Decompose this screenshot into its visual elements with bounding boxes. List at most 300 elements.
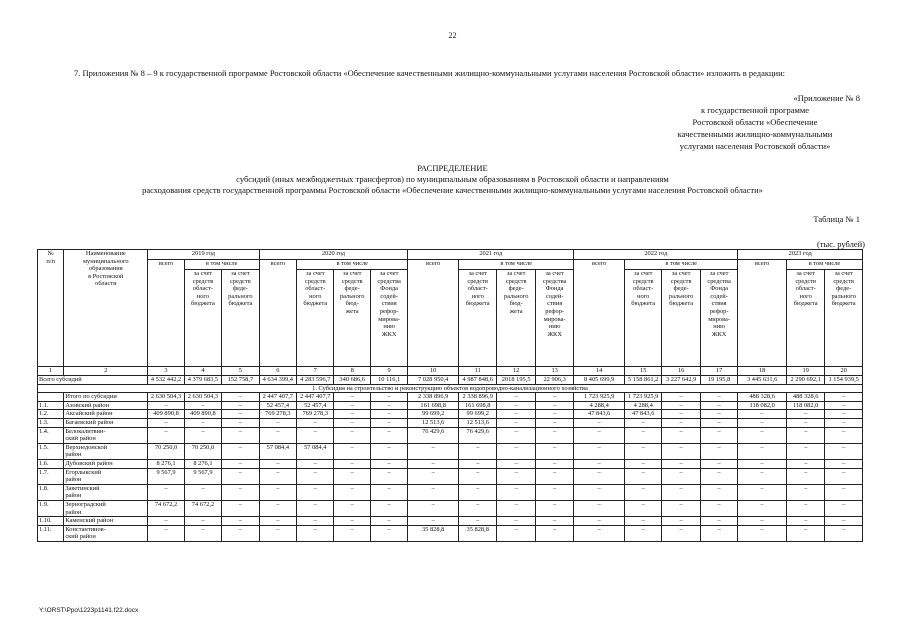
column-number: 17 bbox=[700, 367, 737, 376]
cell-value: 2 338 896,9 bbox=[408, 393, 459, 402]
grand-total-value: 4 532 442,2 bbox=[148, 376, 184, 385]
fund-header: за счет средства Фонда содей- ствия рефор- мирова- нию ЖКХ bbox=[535, 270, 574, 367]
cell-value: – bbox=[259, 427, 296, 443]
incl-header: в том числе bbox=[786, 260, 862, 270]
cell-value: – bbox=[700, 393, 737, 402]
document-title bbox=[40, 163, 865, 196]
cell-value: – bbox=[408, 443, 459, 459]
municipality-name: Каменский район bbox=[64, 517, 148, 526]
cell-value: – bbox=[535, 484, 574, 500]
title-heading: РАСПРЕДЕЛЕНИЕ bbox=[417, 163, 488, 173]
cell-value: – bbox=[574, 427, 625, 443]
cell-value: – bbox=[148, 484, 184, 500]
cell-value: – bbox=[148, 401, 184, 410]
cell-value: 2 338 896,9 bbox=[458, 393, 496, 402]
cell-value: – bbox=[259, 525, 296, 541]
cell-value: – bbox=[825, 401, 863, 410]
cell-value: – bbox=[370, 443, 407, 459]
cell-value: – bbox=[497, 484, 535, 500]
annex-line: «Приложение № 8 bbox=[793, 93, 860, 103]
cell-value: – bbox=[662, 525, 700, 541]
cell-value: – bbox=[700, 500, 737, 516]
cell-value: – bbox=[738, 459, 787, 468]
cell-value: – bbox=[370, 500, 407, 516]
cell-value: – bbox=[334, 517, 370, 526]
section-title: 1. Субсидия на строительство и реконструкцию объектов водопроводно-канализационного хозяйства bbox=[38, 384, 863, 393]
federal-header: за счет средств феде- рального бюджета bbox=[222, 270, 259, 367]
column-number: 18 bbox=[738, 367, 787, 376]
cell-value: – bbox=[535, 459, 574, 468]
municipality-name: Верхнедонской район bbox=[64, 443, 148, 459]
column-number: 5 bbox=[222, 367, 259, 376]
cell-value: 409 890,8 bbox=[148, 410, 184, 419]
column-numbers-row bbox=[38, 367, 863, 376]
cell-value: – bbox=[184, 525, 221, 541]
cell-value: 99 699,2 bbox=[458, 410, 496, 419]
cell-value: – bbox=[297, 459, 334, 468]
cell-value: 35 828,8 bbox=[458, 525, 496, 541]
cell-value: 2 447 407,7 bbox=[297, 393, 334, 402]
annex-header bbox=[640, 92, 870, 152]
cell-value: – bbox=[535, 468, 574, 484]
cell-value: 1 723 925,9 bbox=[574, 393, 625, 402]
cell-value: 118 082,0 bbox=[786, 401, 824, 410]
cell-value: – bbox=[408, 459, 459, 468]
cell-value: – bbox=[497, 443, 535, 459]
cell-value: – bbox=[574, 418, 625, 427]
cell-value: – bbox=[786, 525, 824, 541]
cell-value: – bbox=[786, 459, 824, 468]
cell-value: – bbox=[458, 517, 496, 526]
incl-header: в том числе bbox=[184, 260, 259, 270]
table-row bbox=[38, 517, 863, 526]
cell-value: – bbox=[370, 468, 407, 484]
grand-total-value: 8 405 699,9 bbox=[574, 376, 625, 385]
row-number: 1.11. bbox=[38, 525, 64, 541]
municipality-name: Заветинский район bbox=[64, 484, 148, 500]
column-number: 16 bbox=[662, 367, 700, 376]
cell-value: 2 630 504,3 bbox=[184, 393, 221, 402]
cell-value: – bbox=[222, 393, 259, 402]
cell-value: – bbox=[297, 500, 334, 516]
cell-value: – bbox=[825, 443, 863, 459]
cell-value: 118 082,0 bbox=[738, 401, 787, 410]
municipality-name: Дубовский район bbox=[64, 459, 148, 468]
total-header: всего bbox=[408, 260, 459, 367]
cell-value: – bbox=[662, 418, 700, 427]
incl-header: в том числе bbox=[624, 260, 737, 270]
cell-value: – bbox=[497, 468, 535, 484]
cell-value: – bbox=[662, 410, 700, 419]
row-number: 1.9. bbox=[38, 500, 64, 516]
annex-line: услугами населения Ростовской области» bbox=[679, 141, 831, 151]
col-no-header: № п/п bbox=[38, 250, 64, 367]
grand-total-value: 7 028 950,4 bbox=[408, 376, 459, 385]
cell-value: – bbox=[184, 484, 221, 500]
table-row bbox=[38, 401, 863, 410]
row-number: 1.5. bbox=[38, 443, 64, 459]
cell-value: – bbox=[825, 410, 863, 419]
cell-value: – bbox=[334, 401, 370, 410]
cell-value: – bbox=[574, 484, 625, 500]
cell-value: – bbox=[297, 418, 334, 427]
grand-total-value: 1 154 939,5 bbox=[825, 376, 863, 385]
grand-total-value: 22 906,3 bbox=[535, 376, 574, 385]
cell-value: – bbox=[458, 443, 496, 459]
cell-value: – bbox=[497, 410, 535, 419]
cell-value: – bbox=[259, 484, 296, 500]
cell-value: – bbox=[700, 418, 737, 427]
cell-value: 52 457,4 bbox=[259, 401, 296, 410]
intro-paragraph: 7. Приложения № 8 – 9 к государственной программе Ростовской области «Обеспечение качественными жилищно-коммунальными услугами населения Ростовской области» изложить в редакции: bbox=[74, 68, 786, 78]
row-number: 1.10. bbox=[38, 517, 64, 526]
cell-value: – bbox=[786, 484, 824, 500]
cell-value: – bbox=[297, 525, 334, 541]
federal-header: за счет средств феде- рального бюджета bbox=[662, 270, 700, 367]
cell-value: – bbox=[334, 410, 370, 419]
cell-value: – bbox=[497, 525, 535, 541]
cell-value: – bbox=[297, 427, 334, 443]
grand-total-value: 4 634 399,4 bbox=[259, 376, 296, 385]
cell-value: – bbox=[574, 517, 625, 526]
cell-value: – bbox=[408, 500, 459, 516]
federal-header: за счет средств феде- рального бюд- жета bbox=[334, 270, 370, 367]
cell-value: – bbox=[624, 459, 661, 468]
municipality-name: Константинов- ский район bbox=[64, 525, 148, 541]
column-number: 15 bbox=[624, 367, 661, 376]
cell-value: – bbox=[700, 484, 737, 500]
cell-value: – bbox=[297, 484, 334, 500]
cell-value: 76 429,6 bbox=[458, 427, 496, 443]
cell-value: – bbox=[222, 525, 259, 541]
cell-value: – bbox=[535, 443, 574, 459]
cell-value: – bbox=[184, 401, 221, 410]
cell-value: 409 890,8 bbox=[184, 410, 221, 419]
total-header: всего bbox=[148, 260, 184, 367]
cell-value: – bbox=[535, 500, 574, 516]
cell-value: – bbox=[535, 418, 574, 427]
cell-value: – bbox=[574, 459, 625, 468]
cell-value: 47 843,6 bbox=[624, 410, 661, 419]
regional-header: за счет средств област- ного бюджета bbox=[458, 270, 496, 367]
cell-value: 12 513,6 bbox=[458, 418, 496, 427]
cell-value: – bbox=[497, 393, 535, 402]
column-number: 20 bbox=[825, 367, 863, 376]
cell-value: – bbox=[222, 484, 259, 500]
grand-total-value: 10 116,1 bbox=[370, 376, 407, 385]
grand-total-value: 2 290 692,1 bbox=[786, 376, 824, 385]
cell-value: – bbox=[259, 468, 296, 484]
regional-header: за счет средств област- ного бюджета bbox=[624, 270, 661, 367]
cell-value: – bbox=[222, 517, 259, 526]
incl-header: в том числе bbox=[458, 260, 573, 270]
total-header: всего bbox=[259, 260, 296, 367]
file-path: Y:\ORST\Ppo\1223p1141.f22.docx bbox=[39, 607, 139, 614]
year-header: 2019 год bbox=[148, 250, 259, 260]
cell-value: 70 250,0 bbox=[148, 443, 184, 459]
cell-value: – bbox=[662, 468, 700, 484]
cell-value: – bbox=[370, 517, 407, 526]
cell-value: – bbox=[624, 427, 661, 443]
table-row bbox=[38, 525, 863, 541]
year-header: 2021 год bbox=[408, 250, 574, 260]
cell-value: – bbox=[497, 517, 535, 526]
cell-value: – bbox=[222, 468, 259, 484]
cell-value: – bbox=[535, 525, 574, 541]
cell-value: – bbox=[148, 427, 184, 443]
cell-value: – bbox=[825, 517, 863, 526]
cell-value: – bbox=[574, 443, 625, 459]
cell-value: 12 513,6 bbox=[408, 418, 459, 427]
cell-value: – bbox=[370, 393, 407, 402]
fund-header: за счет средства Фонда содей- ствия рефор- мирова- нию ЖКХ bbox=[700, 270, 737, 367]
cell-value: – bbox=[334, 459, 370, 468]
cell-value: – bbox=[334, 468, 370, 484]
cell-value: – bbox=[408, 484, 459, 500]
cell-value: – bbox=[738, 484, 787, 500]
grand-total-value: 4 379 683,5 bbox=[184, 376, 221, 385]
column-number: 19 bbox=[786, 367, 824, 376]
cell-value: – bbox=[700, 443, 737, 459]
cell-value: – bbox=[497, 401, 535, 410]
cell-value: – bbox=[825, 484, 863, 500]
cell-value: – bbox=[624, 418, 661, 427]
table-row bbox=[38, 410, 863, 419]
total-header: всего bbox=[738, 260, 787, 367]
cell-value: 769 278,3 bbox=[259, 410, 296, 419]
cell-value: – bbox=[148, 418, 184, 427]
cell-value: 2 630 504,3 bbox=[148, 393, 184, 402]
row-number: 1.3. bbox=[38, 418, 64, 427]
cell-value: – bbox=[535, 401, 574, 410]
cell-value: 8 276,1 bbox=[148, 459, 184, 468]
title-line: субсидий (иных межбюджетных трансфертов) по муниципальным образованиям в Ростовской области и направлениям bbox=[236, 174, 669, 184]
cell-value: – bbox=[222, 401, 259, 410]
cell-value: – bbox=[624, 468, 661, 484]
cell-value: – bbox=[662, 393, 700, 402]
cell-value: – bbox=[662, 401, 700, 410]
table-row bbox=[38, 418, 863, 427]
cell-value: 8 276,1 bbox=[184, 459, 221, 468]
column-number: 11 bbox=[458, 367, 496, 376]
cell-value: – bbox=[574, 468, 625, 484]
cell-value: – bbox=[786, 517, 824, 526]
column-number: 8 bbox=[334, 367, 370, 376]
cell-value: – bbox=[786, 410, 824, 419]
municipality-name: Аксайский район bbox=[64, 410, 148, 419]
grand-total-row bbox=[38, 376, 863, 385]
cell-value: 57 084,4 bbox=[297, 443, 334, 459]
cell-value: – bbox=[624, 500, 661, 516]
cell-value: 161 698,8 bbox=[458, 401, 496, 410]
title-line: расходования средств государственной программы Ростовской области «Обеспечение качественными жилищно-коммунальными услугами населения Ростовской области» bbox=[142, 185, 763, 195]
cell-value: – bbox=[334, 500, 370, 516]
cell-value: – bbox=[259, 459, 296, 468]
grand-total-value: 4 283 596,7 bbox=[297, 376, 334, 385]
column-number: 13 bbox=[535, 367, 574, 376]
column-number: 10 bbox=[408, 367, 459, 376]
cell-value: – bbox=[662, 459, 700, 468]
cell-value: – bbox=[334, 525, 370, 541]
cell-value: – bbox=[662, 443, 700, 459]
cell-value: – bbox=[458, 484, 496, 500]
cell-value: – bbox=[624, 525, 661, 541]
page-number: 22 bbox=[448, 31, 457, 40]
cell-value: – bbox=[497, 500, 535, 516]
municipality-name: Азовский район bbox=[64, 401, 148, 410]
cell-value: – bbox=[662, 427, 700, 443]
cell-value: – bbox=[700, 410, 737, 419]
units-label: (тыс. рублей) bbox=[816, 239, 865, 249]
column-number: 14 bbox=[574, 367, 625, 376]
cell-value: – bbox=[497, 427, 535, 443]
cell-value: – bbox=[574, 525, 625, 541]
cell-value: – bbox=[458, 459, 496, 468]
federal-header: за счет средств феде- рального бюд- жета bbox=[497, 270, 535, 367]
cell-value: 488 328,6 bbox=[786, 393, 824, 402]
cell-value: – bbox=[700, 401, 737, 410]
incl-header: в том числе bbox=[297, 260, 408, 270]
cell-value: 52 457,4 bbox=[297, 401, 334, 410]
cell-value: 70 250,0 bbox=[184, 443, 221, 459]
cell-value: – bbox=[148, 517, 184, 526]
cell-value: – bbox=[738, 418, 787, 427]
table-row bbox=[38, 459, 863, 468]
cell-value: – bbox=[334, 427, 370, 443]
cell-value: 769 278,3 bbox=[297, 410, 334, 419]
cell-value: 161 698,8 bbox=[408, 401, 459, 410]
cell-value: 9 567,9 bbox=[184, 468, 221, 484]
cell-value: – bbox=[825, 427, 863, 443]
cell-value: – bbox=[662, 500, 700, 516]
cell-value: – bbox=[259, 500, 296, 516]
cell-value: – bbox=[700, 517, 737, 526]
cell-value: – bbox=[700, 525, 737, 541]
cell-value: 488 328,6 bbox=[738, 393, 787, 402]
cell-value: – bbox=[370, 459, 407, 468]
cell-value: 74 672,2 bbox=[148, 500, 184, 516]
annex-line: к государственной программе bbox=[700, 105, 810, 115]
year-header: 2022 год bbox=[574, 250, 738, 260]
row-number: 1.7. bbox=[38, 468, 64, 484]
cell-value: – bbox=[786, 500, 824, 516]
cell-value: – bbox=[408, 468, 459, 484]
cell-value: – bbox=[222, 410, 259, 419]
cell-value: – bbox=[222, 427, 259, 443]
table-number: Таблица № 1 bbox=[813, 214, 860, 224]
cell-value: – bbox=[700, 427, 737, 443]
municipality-name: Итого по субсидии bbox=[64, 393, 148, 402]
cell-value: – bbox=[184, 517, 221, 526]
federal-header: за счет средств феде- рального бюджета bbox=[825, 270, 863, 367]
cell-value: – bbox=[370, 418, 407, 427]
grand-total-label: Всего субсидий bbox=[38, 376, 148, 385]
cell-value: – bbox=[334, 393, 370, 402]
fund-header: за счет средства Фонда содей- ствия рефор- мирова- нию ЖКХ bbox=[370, 270, 407, 367]
cell-value: – bbox=[184, 427, 221, 443]
cell-value: – bbox=[825, 459, 863, 468]
cell-value: 1 723 925,9 bbox=[624, 393, 661, 402]
cell-value: – bbox=[535, 427, 574, 443]
table-row bbox=[38, 484, 863, 500]
cell-value: – bbox=[334, 418, 370, 427]
grand-total-value: 5 158 861,2 bbox=[624, 376, 661, 385]
regional-header: за счет средств област- ного бюджета bbox=[786, 270, 824, 367]
cell-value: – bbox=[497, 459, 535, 468]
cell-value: – bbox=[370, 410, 407, 419]
column-number: 1 bbox=[38, 367, 64, 376]
row-number: 1.2. bbox=[38, 410, 64, 419]
row-number: 1.4. bbox=[38, 427, 64, 443]
cell-value: – bbox=[222, 500, 259, 516]
grand-total-value: 340 686,6 bbox=[334, 376, 370, 385]
column-number: 2 bbox=[64, 367, 148, 376]
municipality-name: Егорлыкский район bbox=[64, 468, 148, 484]
cell-value: – bbox=[738, 468, 787, 484]
grand-total-value: 152 758,7 bbox=[222, 376, 259, 385]
cell-value: – bbox=[222, 459, 259, 468]
cell-value: – bbox=[535, 517, 574, 526]
cell-value: 99 699,2 bbox=[408, 410, 459, 419]
cell-value: – bbox=[408, 517, 459, 526]
cell-value: – bbox=[458, 500, 496, 516]
cell-value: – bbox=[825, 500, 863, 516]
cell-value: – bbox=[222, 418, 259, 427]
cell-value: – bbox=[700, 459, 737, 468]
cell-value: – bbox=[334, 484, 370, 500]
row-number bbox=[38, 393, 64, 402]
col-name-header: Наименование муниципального образования в Ростовской области bbox=[64, 250, 148, 367]
cell-value: – bbox=[786, 418, 824, 427]
grand-total-value: 3 445 631,6 bbox=[738, 376, 787, 385]
cell-value: – bbox=[370, 525, 407, 541]
cell-value: 9 567,9 bbox=[148, 468, 184, 484]
cell-value: – bbox=[624, 484, 661, 500]
municipality-name: Зерноградский район bbox=[64, 500, 148, 516]
table-row bbox=[38, 468, 863, 484]
cell-value: 57 084,4 bbox=[259, 443, 296, 459]
column-number: 6 bbox=[259, 367, 296, 376]
cell-value: – bbox=[259, 418, 296, 427]
regional-header: за счет средств област- ного бюджета bbox=[184, 270, 221, 367]
regional-header: за счет средств област- ного бюджета bbox=[297, 270, 334, 367]
cell-value: 47 843,6 bbox=[574, 410, 625, 419]
table-row bbox=[38, 393, 863, 402]
column-number: 12 bbox=[497, 367, 535, 376]
grand-total-value: 2018 195,5 bbox=[497, 376, 535, 385]
cell-value: 2 447 407,7 bbox=[259, 393, 296, 402]
cell-value: – bbox=[259, 517, 296, 526]
cell-value: – bbox=[370, 401, 407, 410]
annex-line: качественными жилищно-коммунальными bbox=[677, 129, 833, 139]
grand-total-value: 19 195,8 bbox=[700, 376, 737, 385]
table-row bbox=[38, 500, 863, 516]
cell-value: – bbox=[458, 468, 496, 484]
cell-value: – bbox=[222, 443, 259, 459]
cell-value: 76 429,6 bbox=[408, 427, 459, 443]
cell-value: – bbox=[662, 517, 700, 526]
cell-value: – bbox=[497, 418, 535, 427]
municipality-name: Багаевский район bbox=[64, 418, 148, 427]
column-number: 3 bbox=[148, 367, 184, 376]
cell-value: – bbox=[786, 468, 824, 484]
cell-value: 74 672,2 bbox=[184, 500, 221, 516]
cell-value: 4 288,4 bbox=[624, 401, 661, 410]
cell-value: – bbox=[738, 410, 787, 419]
cell-value: – bbox=[370, 427, 407, 443]
year-header: 2023 год bbox=[738, 250, 863, 260]
cell-value: – bbox=[624, 517, 661, 526]
